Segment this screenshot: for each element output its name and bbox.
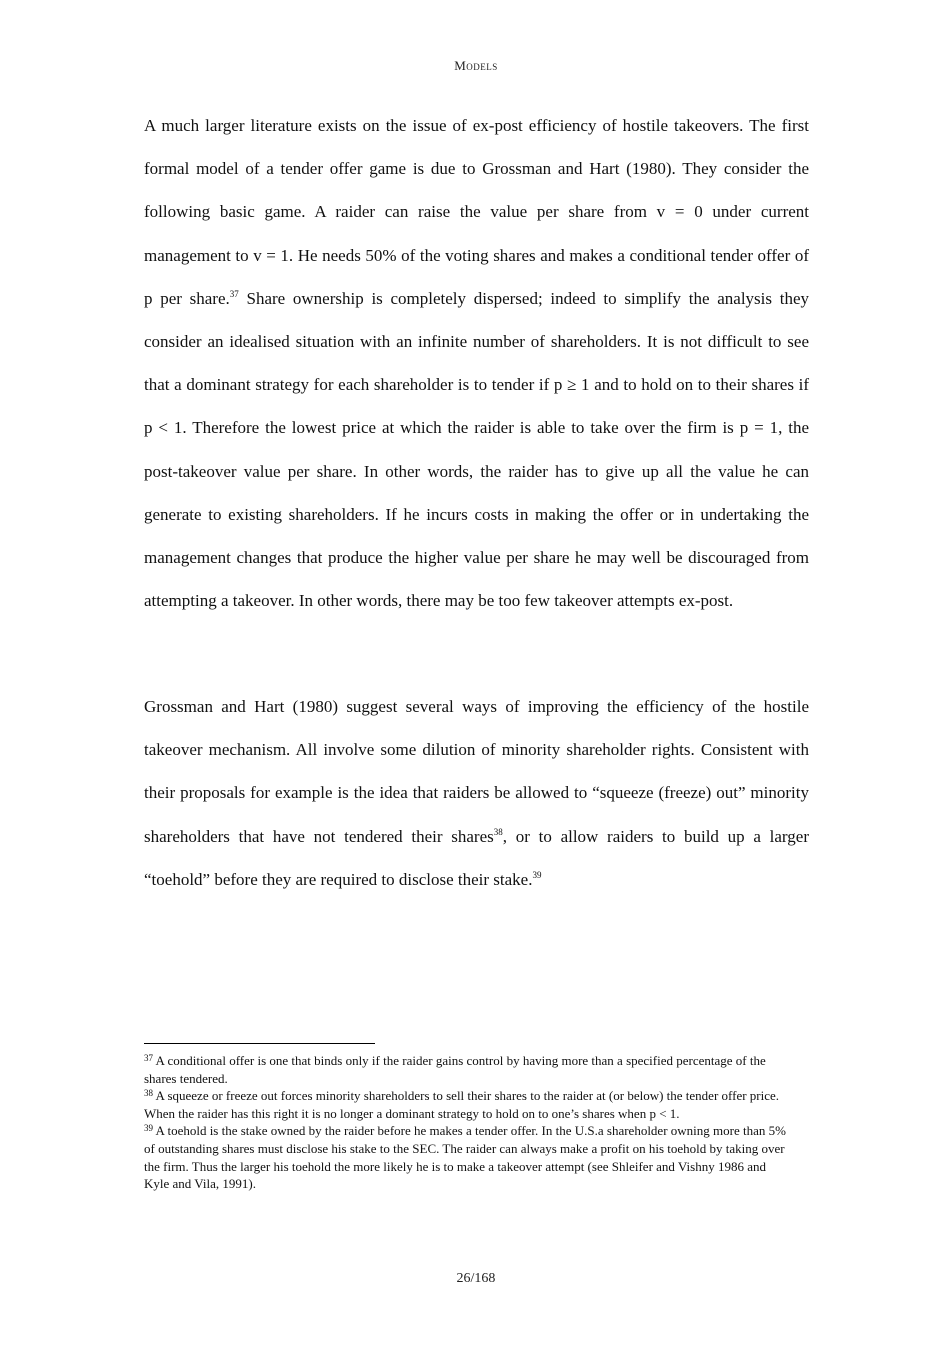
- footnote-reference-37[interactable]: 37: [229, 288, 239, 299]
- page-number: 26/168: [456, 1271, 496, 1286]
- footnote-text: A squeeze or freeze out forces minority shareholders to sell their shares to the raider at (or below) the tender offer price. When the raider has this right it is no longer a dominant strategy to hold on to one’s shares when p < 1.: [144, 1088, 780, 1121]
- running-header: Models: [454, 58, 498, 73]
- footnote-text: A conditional offer is one that binds only if the raider gains control by having more than a specified percentage of the shares tendered.: [144, 1053, 766, 1086]
- paragraph-text: , or to allow raiders to build up a larger “toehold” before they are required to disclose their stake.: [144, 826, 809, 889]
- footnote-reference-39[interactable]: 39: [532, 869, 542, 880]
- footnote-39: [144, 1122, 794, 1192]
- footnote-separator: [144, 1043, 375, 1044]
- footnote-number: 37: [144, 1053, 153, 1063]
- body-paragraph-2: [144, 685, 809, 901]
- paragraph-text: Share ownership is completely dispersed; indeed to simplify the analysis they consider an idealised situation with an infinite number of shareholders. It is not difficult to see that a dominant strategy for each shareholder is to tender if p ≥ 1 and to hold on to their shares if p < 1. Therefore the lowest price at which the raider is able to take over the firm is p = 1, the post-takeover value per share. In other words, the raider has to give up all the value he can generate to existing shareholders. If he incurs costs in making the offer or in undertaking the management changes that produce the higher value per share he may well be discouraged from attempting a takeover. In other words, there may be too few takeover attempts ex-post.: [144, 288, 809, 611]
- footnotes-section: [144, 1052, 794, 1193]
- footnote-text: A toehold is the stake owned by the raider before he makes a tender offer. In the U.S.a shareholder owning more than 5% of outstanding shares must disclose his stake to the SEC. The raider can always make a profit on his toehold by taking over the firm. Thus the larger his toehold the more likely he is to make a takeover attempt (see Shleifer and Vishny 1986 and Kyle and Vila, 1991).: [144, 1123, 786, 1192]
- paragraph-text: Grossman and Hart (1980) suggest several ways of improving the efficiency of the hostile takeover mechanism. All involve some dilution of minority shareholder rights. Consistent with their proposals for example is the idea that raiders be allowed to “squeeze (freeze) out” minority shareholders that have not tendered their shares: [144, 697, 809, 846]
- footnote-38: [144, 1087, 794, 1122]
- footnote-37: [144, 1052, 794, 1087]
- footnote-reference-38[interactable]: 38: [493, 826, 503, 837]
- footnote-number: 39: [144, 1123, 153, 1134]
- footnote-number: 38: [144, 1088, 153, 1099]
- body-paragraph-1: [144, 104, 809, 622]
- paragraph-text: A much larger literature exists on the issue of ex-post efficiency of hostile takeovers. The first formal model of a tender offer game is due to Grossman and Hart (1980). They consider the following basic game. A raider can raise the value per share from v = 0 under current management to v = 1. He needs 50% of the voting shares and makes a conditional tender offer of p per share.: [144, 116, 809, 308]
